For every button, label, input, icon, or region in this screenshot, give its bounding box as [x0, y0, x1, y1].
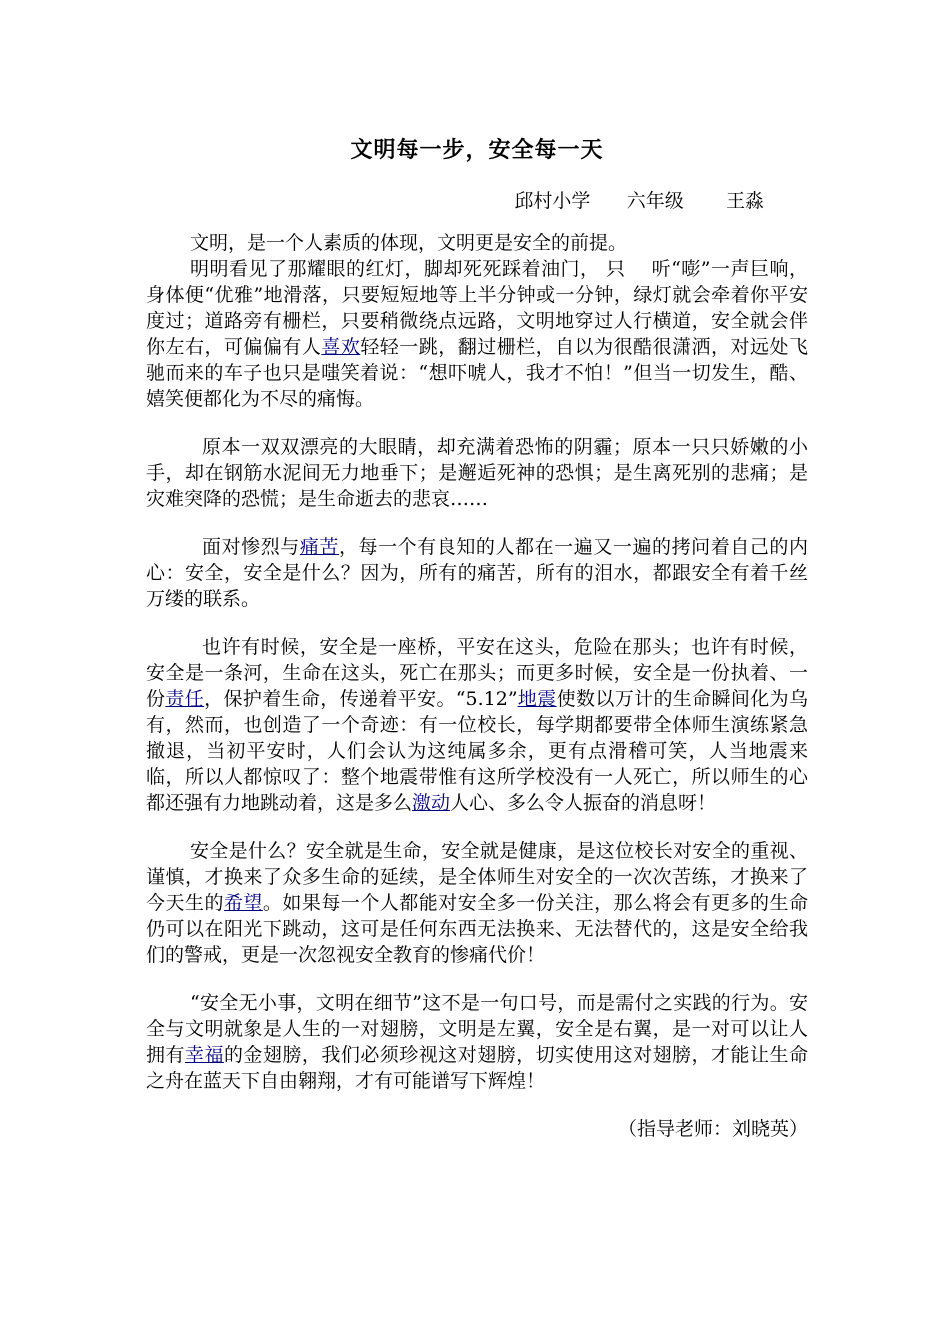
- guide-teacher: （指导老师：刘晓英）: [617, 1118, 808, 1140]
- text-segment: “安全无小事，文明在细节”这不是一句口号，而是需付之实践的行为。安全与文明就象是人生的一对翅膀，文明是左翼，安全是右翼，是一对可以让人拥有: [146, 992, 808, 1066]
- text-segment: ，每一个有良知的人都在一遍又一遍的拷问着自己的内心：安全，安全是什么？因为，所有的痛苦，所有的泪水，都跟安全有着千丝万缕的联系。: [146, 536, 808, 610]
- text-segment: 文明，是一个人素质的体现，文明更是安全的前提。: [190, 232, 628, 254]
- author-line: [146, 186, 764, 216]
- text-segment: 使数以万计的生命瞬间化为乌有，然而，也创造了一个奇迹：有一位校长，每学期都要带全体师生演练紧急撤退，当初平安时，人们会认为这纯属多余，更有点滑稽可笑，人当地震来临，所以人都惊叹了：整个地震带惟有这所学校没有一人死亡，所以师生的心都还强有力地跳动着，这是多么: [146, 688, 808, 814]
- author-school: 邱村小学: [514, 190, 591, 212]
- link-xingfu[interactable]: 幸福: [184, 1044, 224, 1066]
- link-dizhen[interactable]: 地震: [517, 688, 557, 710]
- text-segment: 人心、多么令人振奋的消息呀！: [450, 792, 717, 814]
- link-zeren[interactable]: 责任: [165, 688, 205, 710]
- link-xiwang[interactable]: 希望: [223, 892, 263, 914]
- text-segment: 原本一双双漂亮的大眼睛，却充满着恐怖的阴霾；原本一只只娇嫩的小手，却在钢筋水泥间无力地垂下；是邂逅死神的恐惧；是生离死别的悲痛；是灾难突降的恐慌；是生命逝去的悲哀……: [146, 436, 808, 510]
- author-grade: 六年级: [626, 190, 684, 212]
- text-segment: 面对惨烈与: [202, 536, 300, 558]
- paragraph-1: [146, 230, 808, 256]
- paragraph-4: [146, 534, 808, 612]
- paragraph-7: [146, 990, 808, 1094]
- page-title: 文明每一步，安全每一天: [350, 137, 604, 163]
- paragraph-3: [146, 434, 808, 512]
- text-segment: 的金翅膀，我们必须珍视这对翅膀，切实使用这对翅膀，才能让生命之舟在蓝天下自由翱翔，才有可能谱写下辉煌！: [146, 1044, 808, 1092]
- text-segment: 。如果每一个人都能对安全多一份关注，那么将会有更多的生命仍可以在阳光下跳动，这可是任何东西无法换来、无法替代的，这是安全给我们的警戒，更是一次忽视安全教育的惨痛代价！: [146, 892, 808, 966]
- text-segment: 也许有时候，安全是一座桥，平安在这头，危险在那头；也许有时候，安全是一条河，生命在这头，死亡在那头；而更多时候，安全是一份执着、一份: [146, 636, 808, 710]
- paragraph-2: [146, 256, 808, 412]
- link-jidong[interactable]: 激动: [412, 792, 451, 814]
- document-page: [146, 132, 808, 1144]
- text-segment: 明明看见了那耀眼的红灯，脚却死死踩着油门， 只 听“嘭”一声巨响，身体便“优雅”地滑落，只要短短地等上半分钟或一分钟，绿灯就会牵着你平安度过；道路旁有栅栏，只要稍微绕点远路，文明地穿过人行横道，安全就会伴你左右，可偏偏有人: [146, 258, 808, 358]
- text-segment: ，保护着生命，传递着平安。“5.12”: [204, 688, 518, 710]
- link-xihuan[interactable]: 喜欢: [321, 336, 361, 358]
- link-tongku[interactable]: 痛苦: [299, 536, 339, 558]
- paragraph-6: [146, 838, 808, 968]
- author-name: 王淼: [725, 190, 764, 212]
- text-segment: 安全是什么？安全就是生命，安全就是健康，是这位校长对安全的重视、谨慎，才换来了众多生命的延续，是全体师生对安全的一次次苦练，才换来了今天生的: [146, 840, 808, 914]
- text-segment: 轻轻一跳，翻过栅栏，自以为很酷很潇洒，对远处飞驰而来的车子也只是嗤笑着说：“想吓唬人，我才不怕！”但当一切发生，酷、嬉笑便都化为不尽的痛悔。: [146, 336, 808, 410]
- paragraph-5: [146, 634, 808, 816]
